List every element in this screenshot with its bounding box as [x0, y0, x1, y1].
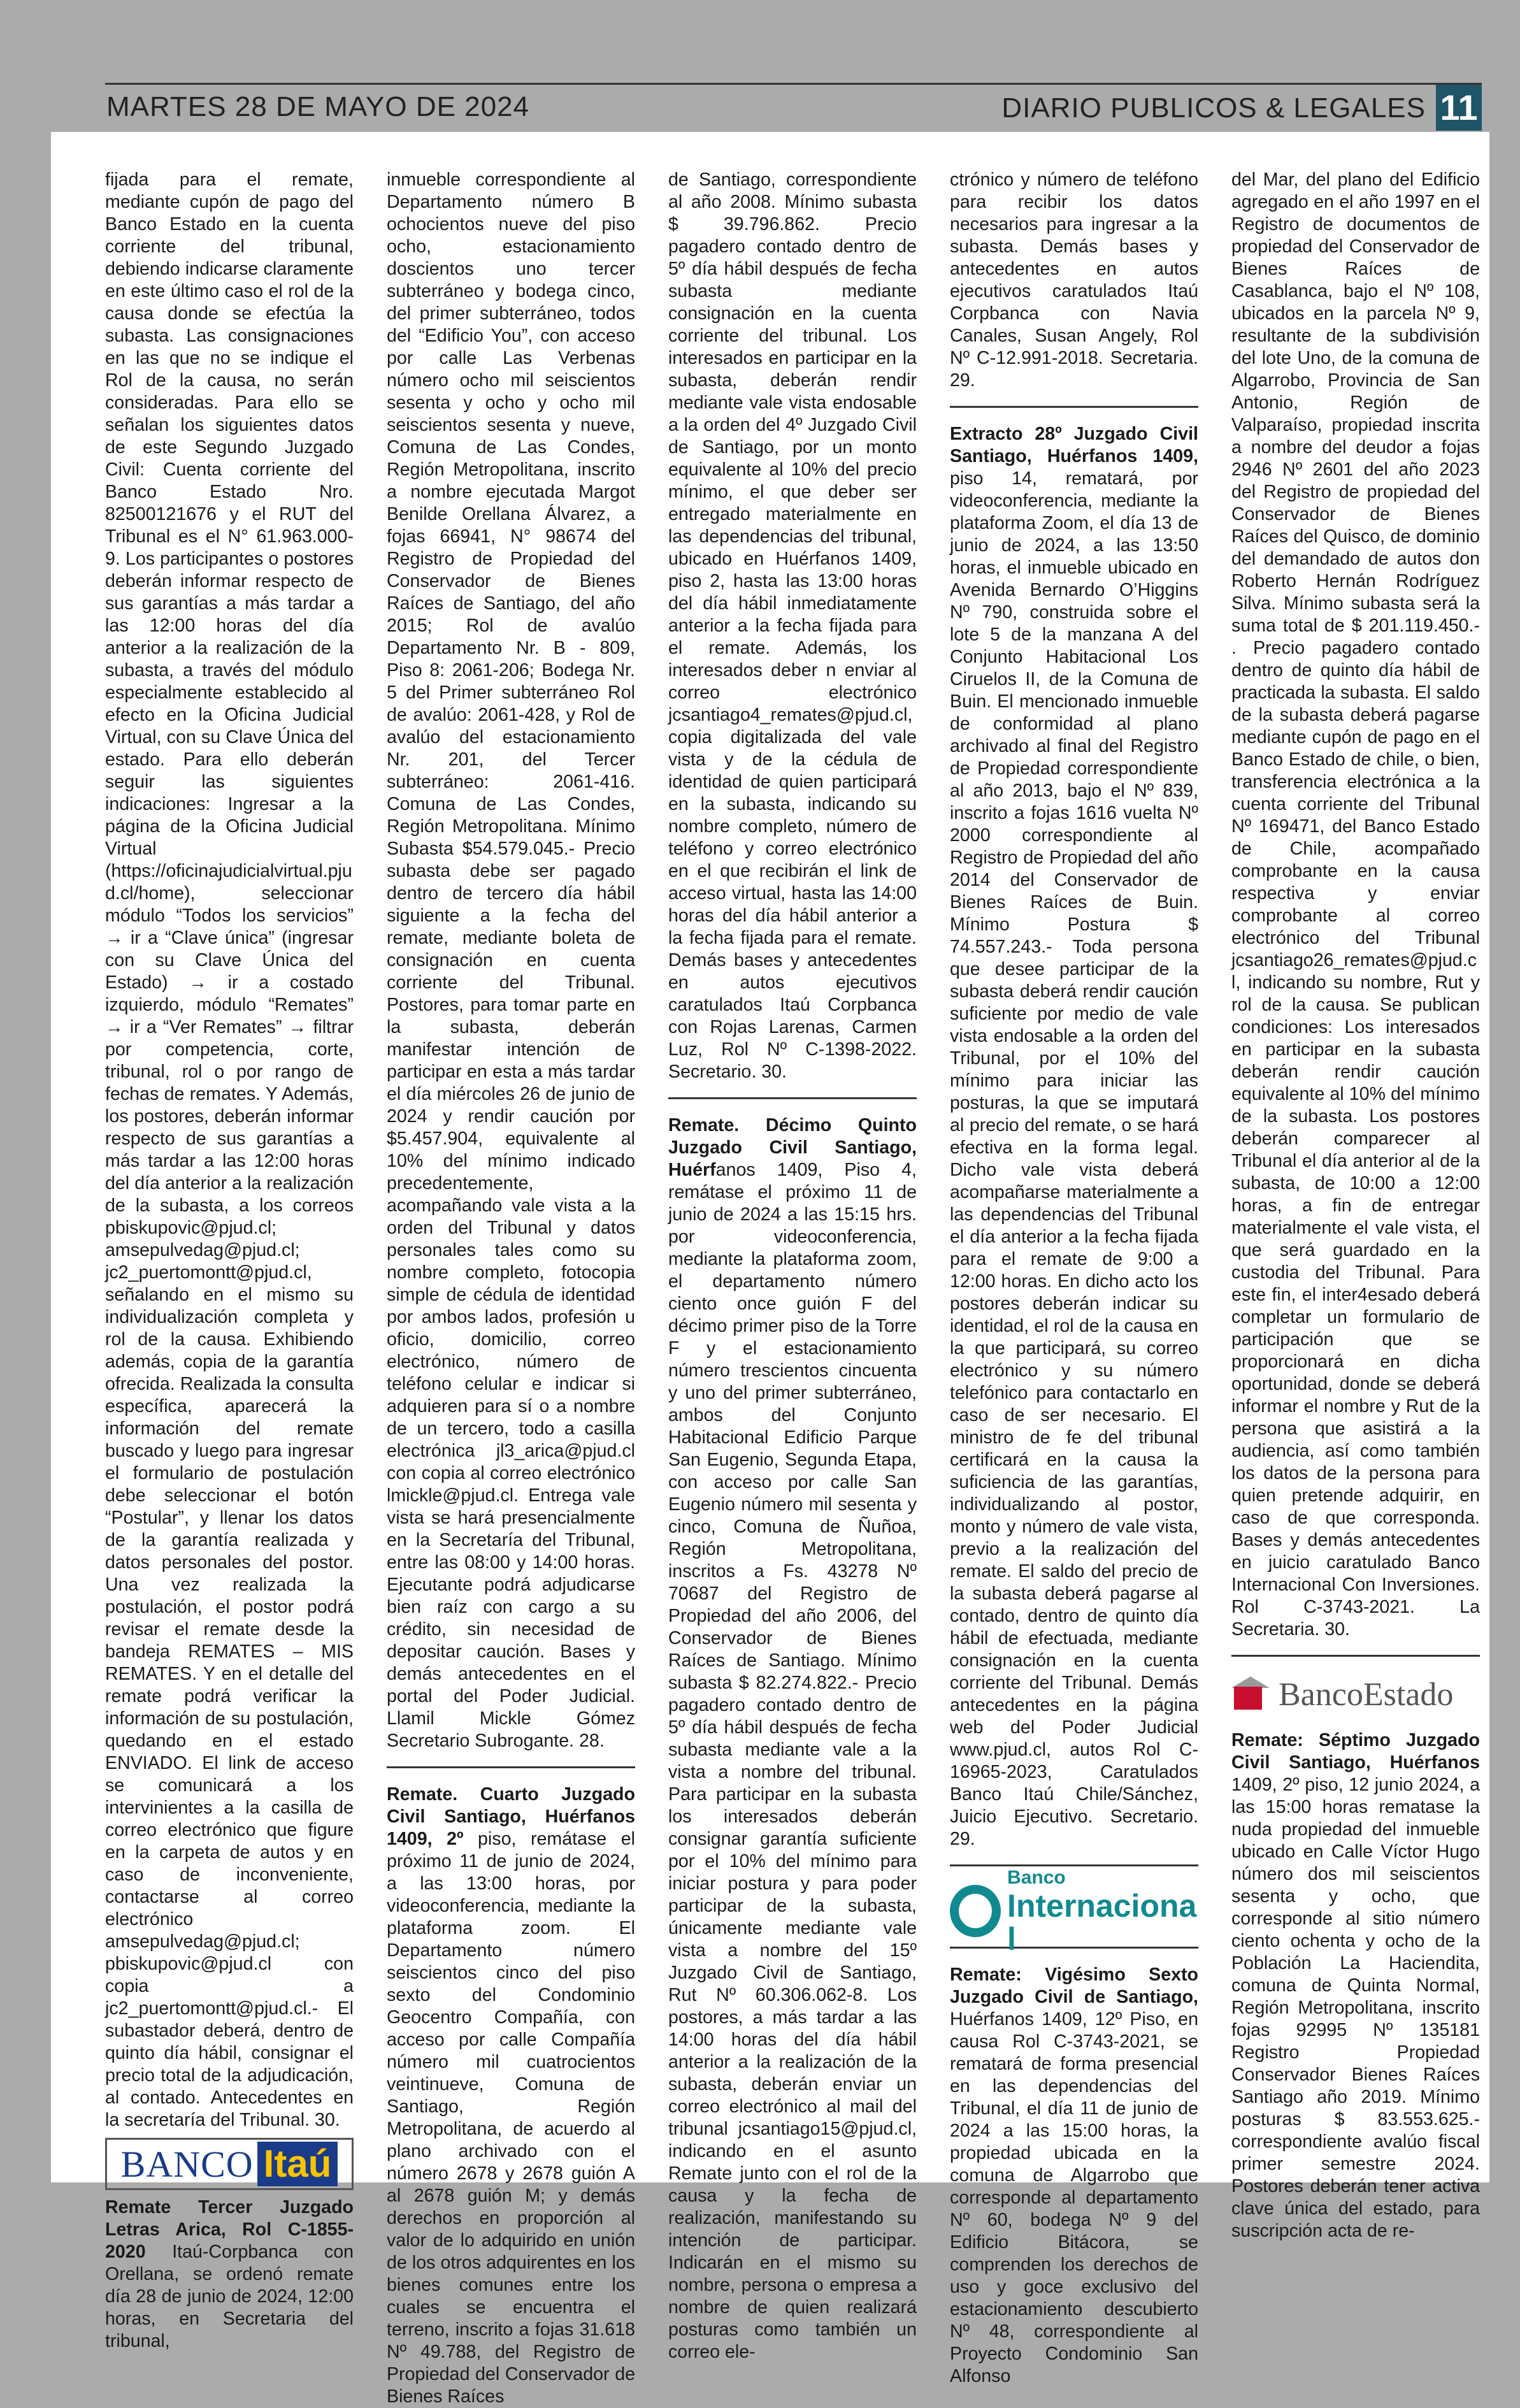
banco-internacional-logo	[950, 1867, 1198, 1957]
notice-heading: Remate. Cuarto Juzgado Civil Santiago, Huérfanos 1409, 2º	[387, 1784, 635, 1849]
notice-heading: Extracto 28º Juzgado Civil Santiago, Huérfanos 1409,	[950, 424, 1198, 466]
notice-text	[950, 423, 1198, 1850]
notice-text	[668, 1114, 917, 2363]
notice-text: del Mar, del plano del Edificio agregado en el año 1997 en el Registro de documentos de propiedad del Conservador de Bienes Raíces de Casablanca, bajo el Nº 108, ubicados en la parcela Nº 9, resultante de la subdivisión del lote Uno, de la comuna de Algarrobo, Provincia de San Antonio, Región de Valparaíso, propiedad inscrita a nombre del deudor a fojas 2946 Nº 2601 del año 2023 del Registro de propiedad del Conservador de Bienes Raíces del Quisco, de dominio del demandado de autos don Roberto Hernán Rodríguez Silva. Mínimo subasta será la suma total de $ 201.119.450.- . Precio pagadero contado dentro de quinto día hábil de practicada la subasta. El saldo de la subasta deberá pagarse mediante cupón de pago en el Banco Estado de chile, o bien, transferencia electrónica a la cuenta corriente del Tribunal Nº 169471, del Banco Estado de Chile, acompañado comprobante en la causa respectiva y enviar comprobante al correo electrónico del Tribunal jcsantiago26_remates@pjud.cl, indicando su nombre, Rut y rol de la causa. Se publican condiciones: Los interesados en participar en la subasta deberán rendir caución equivalente al 10% del mínimo de la subasta. Los postores deberán comparecer al Tribunal el día anterior al de la subasta, de 10:00 a 12:00 horas, a fin de entregar materialmente el vale vista, el que será guardado en la custodia del Tribunal. Para este fin, el inter4esado deberá completar un formulario de participación que se proporcionará en dicha oportunidad, donde se deberá informar el nombre y Rut de la persona que asistirá a la audiencia, así como también los datos de la persona para quien pretende adquirir, en caso de que corresponda. Bases y demás antecedentes en juicio caratulado Banco Internacional Con Inversiones. Rol C-3743-2021. La Secretaria. 30.	[1231, 169, 1480, 1640]
column-2	[387, 169, 635, 2408]
notice-heading: Remate Tercer Juzgado Letras Arica, Rol C-1855-2020	[105, 2197, 354, 2262]
header-publication: DIARIO PUBLICOS & LEGALES	[1001, 92, 1426, 124]
notice-body: piso, remátase el próximo 11 de junio de 2024, a las 13:00 horas, por videoconferencia, mediante la plataforma zoom. El Departamento número seiscientos cinco del piso sexto del Condominio Geocentro Compañía, con acceso por calle Compañía número mil cuatrocientos veintinueve, Comuna de Santiago, Región Metropolitana, de acuerdo al plano archivado con el número 2678 y 2678 guión A al 2678 guión M; y demás derechos en proporción al valor de lo adquirido en unión de los otros adquirentes en los bienes comunes entre los cuales se encuentra el terreno, inscrito a fojas 31.618 Nº 49.788, del Registro de Propiedad del Conservador de Bienes Raíces	[387, 1829, 635, 2407]
notice-text	[105, 2196, 354, 2353]
notice-body: Huérfanos 1409, 12º Piso, en causa Rol C-3743-2021, se rematará de forma presencial en las dependencias del Tribunal, el día 11 de junio de 2024 a las 15:00 horas, la propiedad ubicada en la comuna de Algarrobo que corresponde al departamento Nº 60, bodega Nº 9 del Edificio Bitácora, se comprenden los derechos de uso y goce exclusivo del estacionamiento descubierto Nº 48, correspondiente al Proyecto Condominio San Alfonso	[950, 2009, 1198, 2386]
logo-ring-icon	[950, 1885, 1001, 1937]
notice-text	[950, 1964, 1198, 2388]
divider	[387, 1766, 635, 1768]
notice-heading: Remate: Vigésimo Sexto Juzgado Civil de Santiago,	[950, 1965, 1198, 2007]
column-3	[668, 169, 917, 2363]
logo-text: Itaú	[257, 2142, 338, 2186]
banco-estado-logo	[1231, 1672, 1480, 1717]
notice-body: Itaú-Corpbanca con Orellana, se ordenó remate día 28 de junio de 2024, 12:00 horas, en Secretaria del tribunal,	[105, 2242, 354, 2351]
notice-text: ctrónico y número de teléfono para recibir los datos necesarios para ingresar a la subasta. Demás bases y antecedentes en autos ejecutivos caratulados Itaú Corpbanca con Navia Canales, Susan Angely, Rol Nº C-12.991-2018. Secretaria. 29.	[950, 169, 1198, 391]
logo-text: BANCO	[120, 2143, 254, 2185]
notice-body: anos 1409, Piso 4, remátase el próximo 11 de junio de 2024 a las 15:15 hrs. por videoconferencia, mediante la plataforma zoom, el departamento número ciento once guión F del décimo primer piso de la Torre F y el estacionamiento número trescientos cincuenta y uno del primer subterráneo, ambos del Conjunto Habitacional Edificio Parque San Eugenio, Segunda Etapa, con acceso por calle San Eugenio número mil sesenta y cinco, Comuna de Ñuñoa, Región Metropolitana, inscritos a Fs. 43278 Nº 70687 del Registro de Propiedad del año 2006, del Conservador de Bienes Raíces de Santiago. Mínimo subasta $ 82.274.822.- Precio pagadero contado dentro de 5º día hábil después de fecha subasta mediante vale a la vista a nombre del tribunal. Para participar en la subasta los interesados deberán consignar garantía suficiente por el 10% del mínimo para iniciar postura y para poder participar de la subasta, únicamente mediante vale vista a nombre del 15º Juzgado Civil de Santiago, Rut Nº 60.306.062-8. Los postores, a más tardar a las 14:00 horas del día hábil anterior a la realización de la subasta, deberán enviar un correo electrónico al mail del tribunal jcsantiago15@pjud.cl, indicando en el asunto Remate junto con el rol de la causa y la fecha de realización, manifestando su intención de participar. Indicarán en el mismo su nombre, persona o empresa a nombre de quien realizará posturas como también un correo ele-	[668, 1160, 917, 2362]
header-page-number: 11	[1436, 85, 1482, 131]
logo-text: Internacional	[1007, 1888, 1197, 1957]
divider	[950, 406, 1198, 408]
column-4	[950, 169, 1198, 2388]
banco-itau-logo	[105, 2138, 354, 2190]
divider	[1231, 1655, 1480, 1657]
notice-text	[387, 1784, 635, 2408]
notice-heading: Remate. Décimo Quinto Juzgado Civil Santiago, Huérf	[668, 1115, 917, 1180]
divider	[668, 1097, 917, 1099]
notice-text: de Santiago, correspondiente al año 2008. Mínimo subasta $ 39.796.862. Precio pagadero contado dentro de 5º día hábil después de fecha subasta mediante consignación en la cuenta corriente del tribunal. Los interesados en participar en la subasta, deberán rendir mediante vale vista endosable a la orden del 4º Juzgado Civil de Santiago, por un monto equivalente al 10% del precio mínimo, el que deber ser entregado materialmente en las dependencias del tribunal, ubicado en Huérfanos 1409, piso 2, hasta las 13:00 horas del día hábil inmediatamente anterior a la fecha fijada para el remate. Además, los interesados deber n enviar al correo electrónico jcsantiago4_remates@pjud.cl, copia digitalizada del vale vista y de la cédula de identidad de quien participará en la subasta, indicando su nombre completo, número de teléfono y correo electrónico en el que recibirán el link de acceso virtual, hasta las 14:00 horas del día hábil anterior a la fecha fijada para el remate. Demás bases y antecedentes en autos ejecutivos caratulados Itaú Corpbanca con Rojas Larenas, Carmen Luz, Rol Nº C-1398-2022. Secretario. 30.	[668, 169, 917, 1082]
logo-text: BancoEstado	[1279, 1676, 1454, 1713]
notice-text: inmueble correspondiente al Departamento número B ochocientos nueve del piso ocho, estacionamiento doscientos uno tercer subterráneo y bodega cinco, del primer subterráneo, todos del “Edificio You”, con acceso por calle Las Verbenas número ocho mil seiscientos sesenta y ocho y ocho mil seiscientos sesenta y nueve, Comuna de Las Condes, Región Metropolitana, inscrito a nombre ejecutada Margot Benilde Orellana Álvarez, a fojas 66941, N° 98674 del Registro de Propiedad del Conservador de Bienes Raíces de Santiago, del año 2015; Rol de avalúo Departamento Nr. B - 809, Piso 8: 2061-206; Bodega Nr. 5 del Primer subterráneo Rol de avalúo: 2061-428, y Rol de avalúo del estacionamiento Nr. 201, del Tercer subterráneo: 2061-416. Comuna de Las Condes, Región Metropolitana. Mínimo Subasta $54.579.045.- Precio subasta debe ser pagado dentro de tercero día hábil siguiente a la fecha del remate, mediante boleta de consignación en cuenta corriente del Tribunal. Postores, para tomar parte en la subasta, deberán manifestar intención de participar en esta a más tardar el día miércoles 26 de junio de 2024 y rendir caución por $5.457.904, equivalente al 10% del mínimo indicado precedentemente, acompañando vale vista a la orden del Tribunal y datos personales tales como su nombre completo, fotocopia simple de cédula de identidad por ambos lados, profesión u oficio, domicilio, correo electrónico, número de teléfono celular e indicar si adquieren para sí o a nombre de un tercero, todo a casilla electrónica jl3_arica@pjud.cl con copia al correo electrónico lmickle@pjud.cl. Entrega vale vista se hará presencialmente en la Secretaría del Tribunal, entre las 08:00 y 14:00 horas. Ejecutante podrá adjudicarse bien raíz con cargo a su crédito, sin necesidad de depositar caución. Bases y demás antecedentes en el portal del Poder Judicial. Llamil Mickle Gómez Secretario Subrogante. 28.	[387, 169, 635, 1751]
notice-body: piso 14, rematará, por videoconferencia, mediante la plataforma Zoom, el día 13 de junio de 2024, a las 13:50 horas, el inmueble ubicado en Avenida Bernardo O’Higgins Nº 790, construida sobre el lote 5 de la manzana A del Conjunto Habitacional Los Ciruelos II, de la Comuna de Buin. El mencionado inmueble de conformidad al plano archivado al final del Registro de Propiedad correspondiente al año 2013, bajo el Nº 839, inscrito a fojas 1616 vuelta Nº 2000 correspondiente al Registro de Propiedad del año 2014 del Conservador de Bienes Raíces de Buin. Mínimo Postura $ 74.557.243.- Toda persona que desee participar de la subasta deberá rendir caución suficiente por medio de vale vista endosable a la orden del Tribunal, por el 10% del mínimo para iniciar las posturas, la que se imputará al precio del remate, o se hará efectiva en la forma legal. Dicho vale vista deberá acompañarse materialmente a las dependencias del Tribunal el día anterior a la fecha fijada para el remate de 9:00 a 12:00 horas. En dicho acto los postores deberán indicar su identidad, el rol de la causa en la que participará, su correo electrónico y su número telefónico para contactarlo en caso de ser necesario. El ministro de fe del tribunal certificará en la causa la suficiencia de las garantías, individualizando al postor, monto y número de vale vista, previo a la realización del remate. El saldo del precio de la subasta deberá pagarse al contado, dentro de quinto día hábil de efectuada, mediante consignación en la cuenta corriente del Tribunal. Demás antecedentes en la página web del Poder Judicial www.pjud.cl, autos Rol C-16965-2023, Caratulados Banco Itaú Chile/Sánchez, Juicio Ejecutivo. Secretario. 29.	[950, 468, 1198, 1849]
column-5	[1231, 169, 1480, 2242]
notice-text: fijada para el remate, mediante cupón de pago del Banco Estado en la cuenta corriente del tribunal, debiendo indicarse claramente en este último caso el rol de la causa donde se efectúa la subasta. Las consignaciones en las que no se indique el Rol de la causa, no serán consideradas. Para ello se señalan los siguientes datos de este Segundo Juzgado Civil: Cuenta corriente del Banco Estado Nro. 82500121676 y el RUT del Tribunal es el N° 61.963.000-9. Los participantes o postores deberán informar respecto de sus garantías a más tardar a las 12:00 horas del día anterior a la realización de la subasta, a través del módulo especialmente establecido al efecto en la Oficina Judicial Virtual, con su Clave Única del estado. Para ello deberán seguir las siguientes indicaciones: Ingresar a la página de la Oficina Judicial Virtual (https://oficinajudicialvirtual.pjud.cl/home), seleccionar módulo “Todos los servicios” → ir a “Clave única” (ingresar con su Clave Única del Estado) → ir a costado izquierdo, módulo “Remates” → ir a “Ver Remates” → filtrar por competencia, corte, tribunal, rol o por rango de fechas de remates. Y Además, los postores, deberán informar respecto de sus garantías a más tardar a las 12:00 horas del día anterior a la realización de la subasta, a los correos pbiskupovic@pjud.cl; amsepulvedag@pjud.cl; jc2_puertomontt@pjud.cl, señalando en el mismo su individualización completa y rol de la causa. Exhibiendo además, copia de la garantía ofrecida. Realizada la consulta específica, aparecerá la información del remate buscado y luego para ingresar el formulario de postulación debe seleccionar el botón “Postular”, y llenar los datos de la garantía realizada y datos personales del postor. Una vez realizada la postulación, el postor podrá revisar el remate desde la bandeja REMATES – MIS REMATES. Y en el detalle del remate podrá verificar la información de su postulación, quedando en el estado ENVIADO. El link de acceso se comunicará a los intervinientes a la casilla de correo electrónico que figure en la carpeta de autos y en caso de inconveniente, contactarse al correo electrónico amsepulvedag@pjud.cl; pbiskupovic@pjud.cl con copia a jc2_puertomontt@pjud.cl.- El subastador deberá, dentro de quinto día hábil, consignar el precio total de la adjudicación, al contado. Antecedentes en la secretaría del Tribunal. 30.	[105, 169, 354, 2130]
notice-text	[1231, 1729, 1480, 2242]
logo-text: Banco	[1007, 1867, 1066, 1888]
header-date: MARTES 28 DE MAYO DE 2024	[106, 91, 530, 122]
page-header	[105, 83, 1482, 128]
column-1	[105, 169, 354, 2353]
page-body	[51, 132, 1489, 2407]
notice-heading: Remate: Séptimo Juzgado Civil Santiago, Huérfanos	[1231, 1730, 1480, 1773]
house-icon	[1231, 1676, 1272, 1712]
notice-body: 1409, 2º piso, 12 junio 2024, a las 15:00 horas rematase la nuda propiedad del inmueble ubicado en Calle Víctor Hugo número dos mil seiscientos sesenta y ocho, que corresponde al sitio número ciento ochenta y ocho de la Población La Haciendita, comuna de Quinta Normal, Región Metropolitana, inscrito fojas 92995 Nº 135181 Registro Propiedad Conservador Bienes Raíces Santiago año 2019. Mínimo posturas $ 83.553.625.- correspondiente avalúo fiscal primer semestre 2024. Postores deberán tener activa clave única del estado, para suscripción acta de re-	[1231, 1775, 1480, 2241]
